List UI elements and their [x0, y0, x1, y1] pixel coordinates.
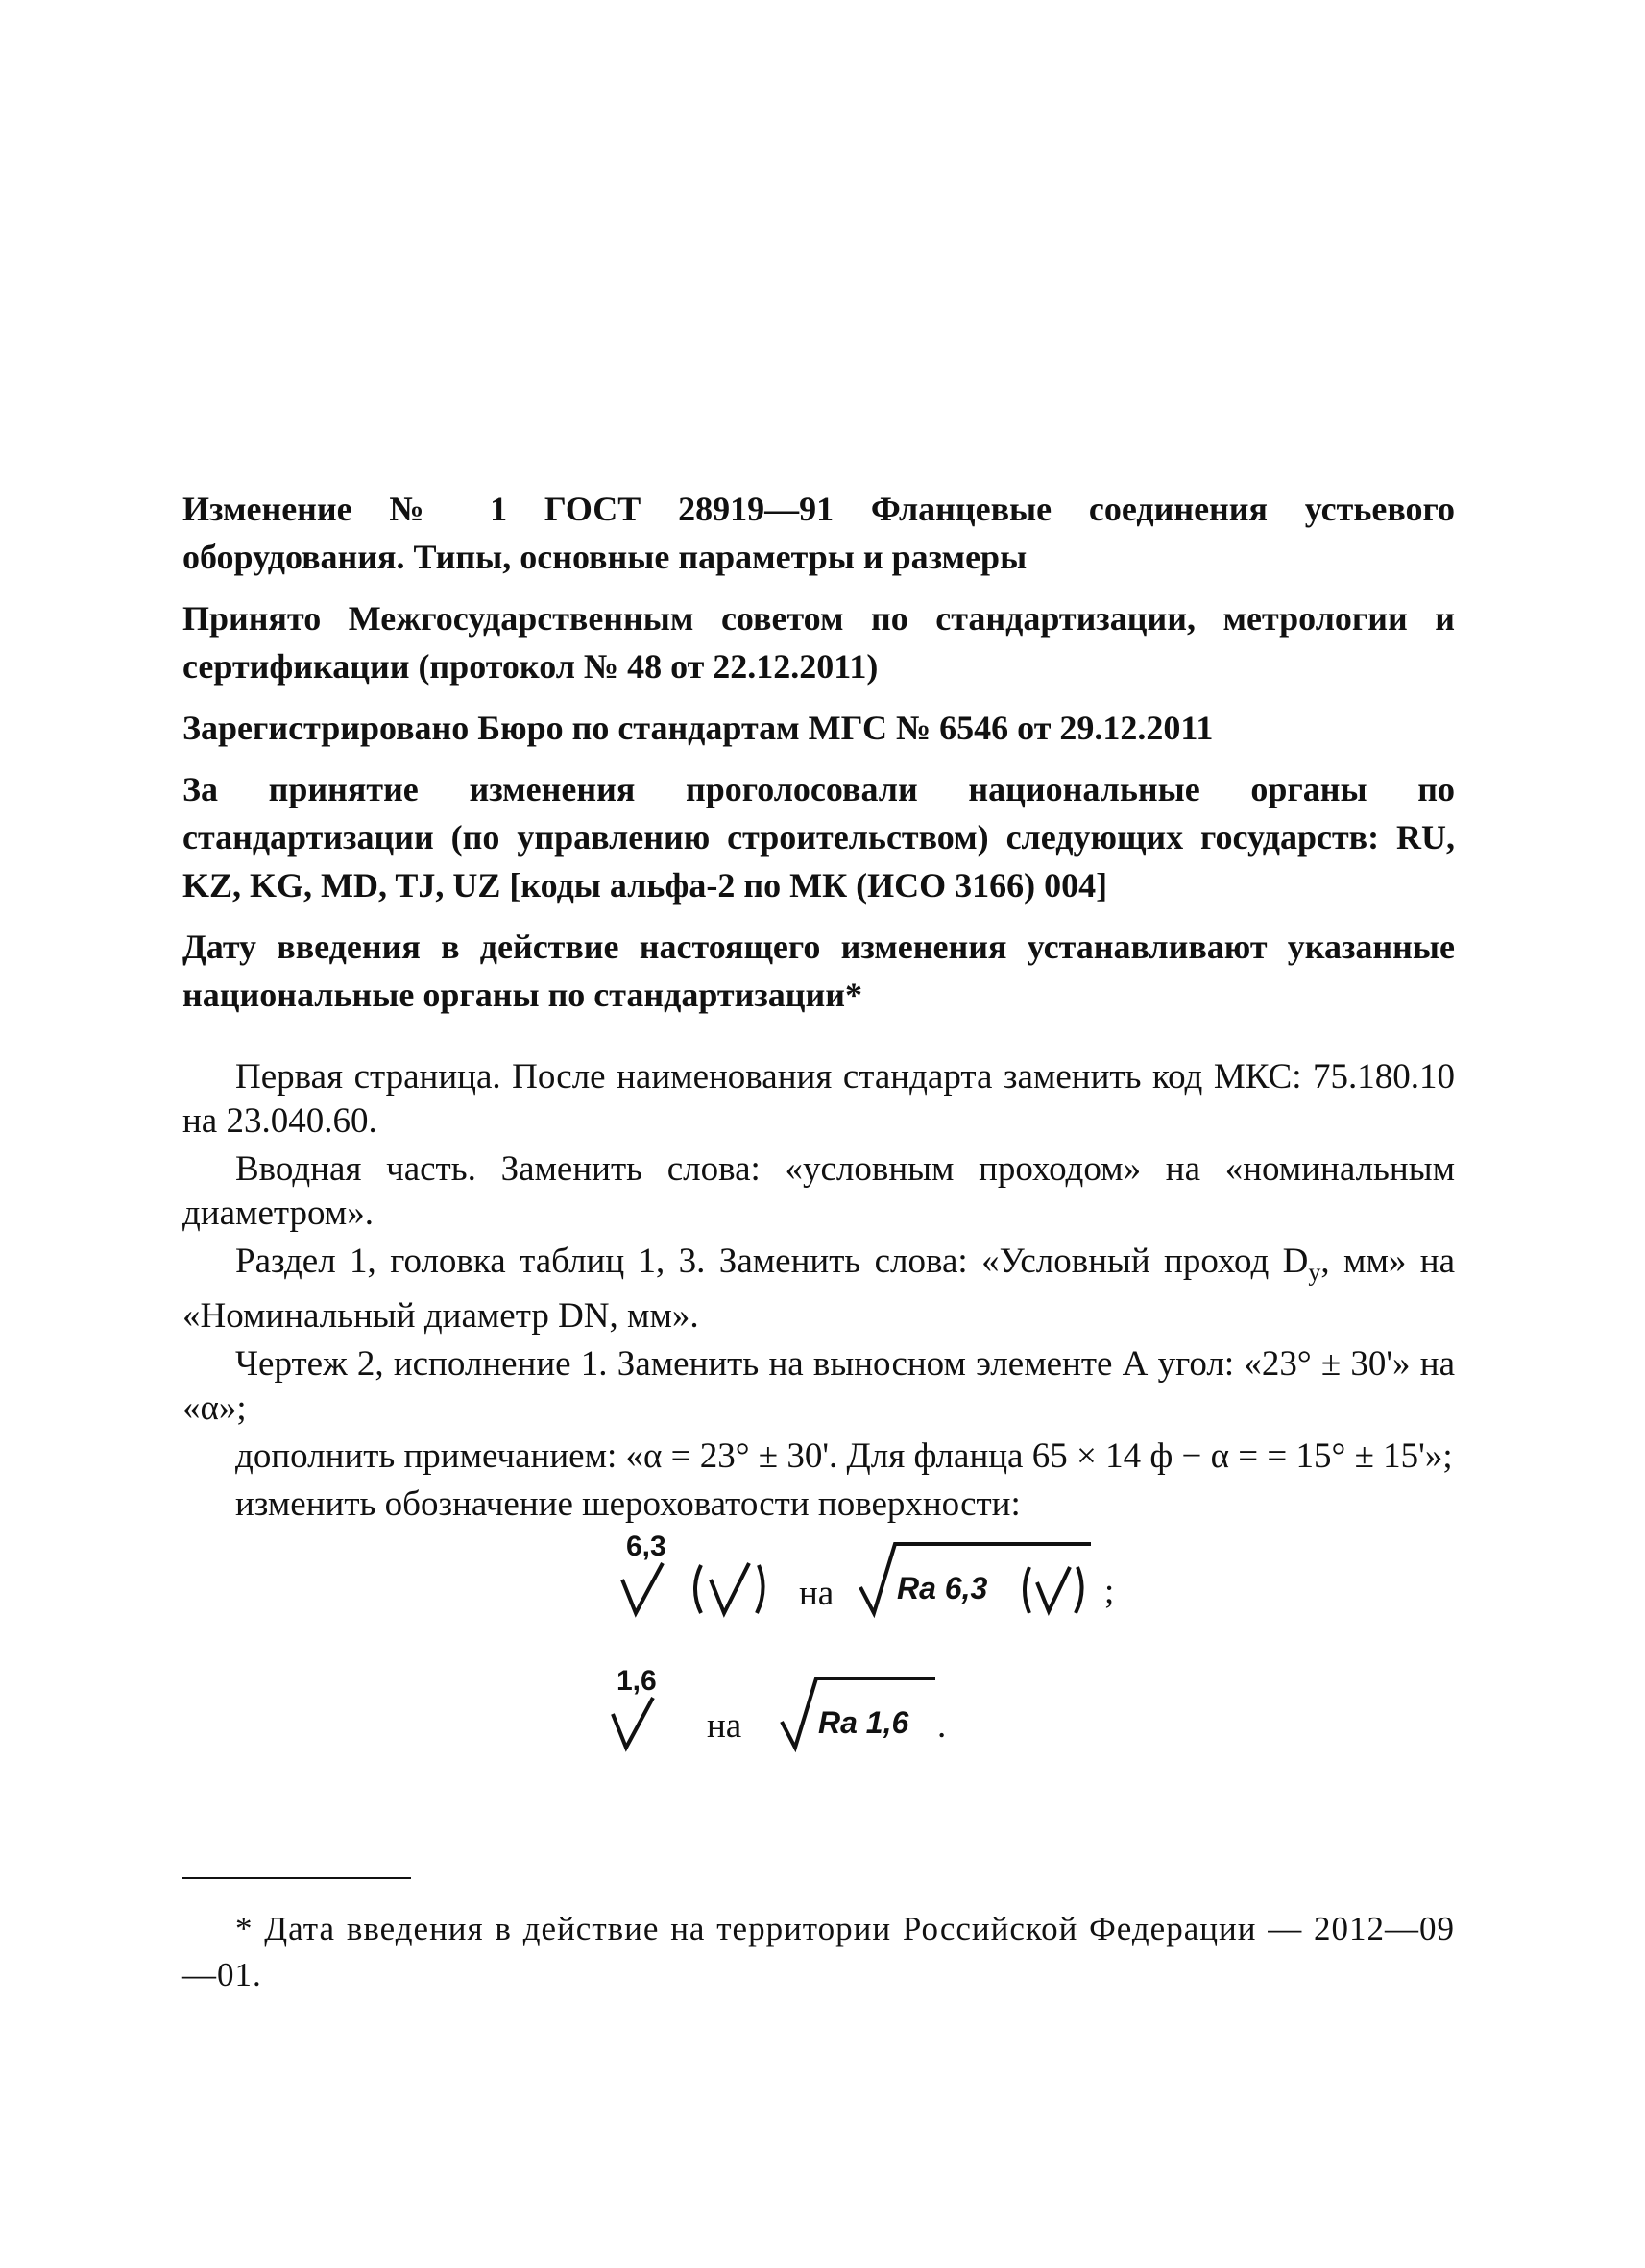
adopted-by: Принято Межгосударственным советом по стандартизации, метрологии и сертификации (протокол № 48 от 22.12.2011): [182, 599, 1455, 686]
subscript-y: у: [1308, 1258, 1321, 1287]
roughness-row-2: [0, 1661, 1645, 1796]
section-1-text-b: , мм» на «Номинальный диаметр DN, мм».: [182, 1242, 1455, 1337]
paragraph-note-addition: дополнить примечанием: «α = 23° ± 30'. Для фланца 65 × 14 ф − α = = 15° ± 15'»;: [235, 1436, 1453, 1477]
document-page: [182, 485, 1455, 1527]
new-roughness-label-2: Ra 1,6: [818, 1705, 909, 1740]
voting-countries: За принятие изменения проголосовали национальные органы по стандартизации (по управлению строительством) следующих государств: RU, KZ, KG, MD, TJ, UZ [коды альфа-2 по МК (ИСО 3166) 004]: [182, 770, 1455, 905]
row-2-end: .: [937, 1706, 947, 1746]
row-1-end: ;: [1104, 1572, 1115, 1611]
section-1-text-a: Раздел 1, головка таблиц 1, 3. Заменить слова: «Условный проход D: [235, 1242, 1309, 1281]
roughness-tick-icon: [615, 1536, 807, 1623]
roughness-tick-icon: [605, 1671, 682, 1757]
footnote: * Дата введения в действие на территории Российской Федерации — 2012—09—01.: [182, 1910, 1455, 1993]
paragraph-roughness: изменить обозначение шероховатости поверхности:: [235, 1484, 1021, 1525]
effective-date-note: Дату введения в действие настоящего изменения устанавливают указанные национальные органы по стандартизации*: [182, 928, 1455, 1014]
registration: Зарегистрировано Бюро по стандартам МГС № 6546 от 29.12.2011: [182, 709, 1214, 747]
old-roughness-value-2: 1,6: [617, 1665, 657, 1697]
paragraph-drawing-2: Чертеж 2, исполнение 1. Заменить на выносном элементе А угол: «23° ± 30'» на «α»;: [182, 1344, 1455, 1429]
paragraph-first-page: Первая страница. После наименования стандарта заменить код МКС: 75.180.10 на 23.040.60.: [182, 1057, 1455, 1141]
paragraph-introduction: Вводная часть. Заменить слова: «условным проходом» на «номинальным диаметром».: [182, 1149, 1455, 1233]
paragraph-section-1: [182, 1240, 1455, 1339]
roughness-row-1: [0, 1527, 1645, 1661]
amendment-title: Изменение № 1 ГОСТ 28919—91 Фланцевые соединения устьевого оборудования. Типы, основные параметры и размеры: [182, 490, 1455, 576]
footnote-divider: [182, 1877, 411, 1879]
new-roughness-label-1: Ra 6,3: [897, 1571, 988, 1605]
amendment-body: [182, 1055, 1455, 1527]
conjunction-na-2: на: [707, 1706, 742, 1746]
conjunction-na-1: на: [799, 1574, 835, 1613]
old-roughness-value-1: 6,3: [626, 1531, 666, 1562]
